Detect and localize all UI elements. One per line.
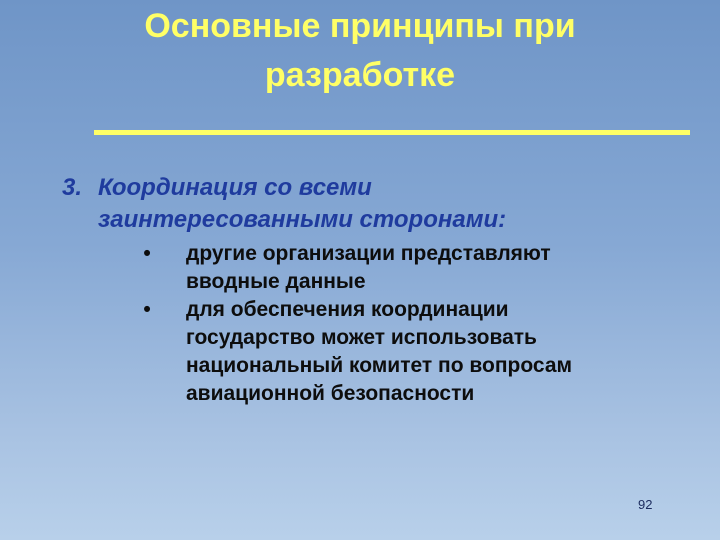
point-number: 3. <box>62 174 83 201</box>
bullet-line: национальный комитет по вопросам <box>186 354 573 377</box>
point-text <box>98 172 658 236</box>
point-text-line-2: заинтересованными сторонами: <box>98 206 507 233</box>
point-text-line-1: Координация со всеми <box>98 174 372 201</box>
bullet-item <box>140 240 700 296</box>
title-line-2: разработке <box>264 56 456 94</box>
bullet-line: для обеспечения координации <box>186 298 509 321</box>
bullet-item <box>140 296 700 408</box>
bullet-marker: • <box>143 298 151 321</box>
bullet-line: другие организации представляют <box>186 242 551 265</box>
slide-title <box>40 2 680 100</box>
bullet-line: авиационной безопасности <box>186 382 475 405</box>
bullet-list <box>140 240 700 408</box>
title-underline <box>94 130 690 135</box>
bullet-line: вводные данные <box>186 270 366 293</box>
page-number: 92 <box>638 497 653 512</box>
bullet-line: государство может использовать <box>186 326 537 349</box>
bullet-marker: • <box>143 242 151 265</box>
title-line-1: Основные принципы при <box>144 7 576 45</box>
